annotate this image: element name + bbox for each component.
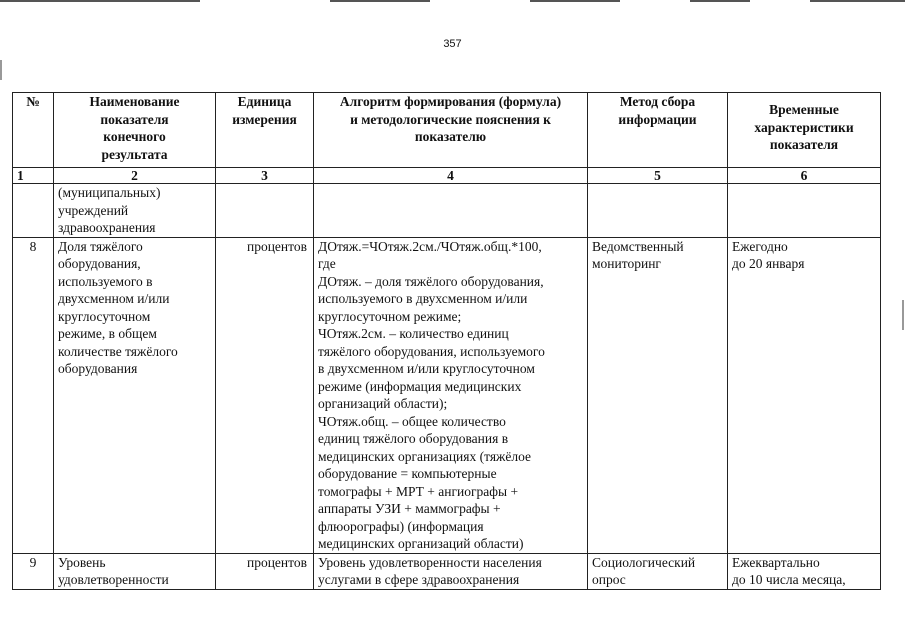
header-row — [13, 93, 881, 168]
collection-method: Социологический опрос — [588, 553, 728, 589]
column-number: 3 — [216, 168, 314, 184]
scan-edge-mark — [902, 300, 904, 330]
page-number: 357 — [443, 38, 462, 50]
table-row — [13, 184, 881, 238]
column-number: 2 — [54, 168, 216, 184]
time-characteristics — [728, 184, 881, 238]
indicator-name: (муниципальных) учреждений здравоохранения — [54, 184, 216, 238]
table-row — [13, 553, 881, 589]
collection-method — [588, 184, 728, 238]
table-row — [13, 237, 881, 553]
header-number: № — [13, 93, 54, 168]
scan-edge-line — [690, 0, 750, 2]
header-time-characteristics: Временные характеристики показателя — [728, 93, 881, 168]
column-number: 6 — [728, 168, 881, 184]
unit: процентов — [216, 237, 314, 553]
algorithm: ДОтяж.=ЧОтяж.2см./ЧОтяж.общ.*100, где ДОтяж. – доля тяжёлого оборудования, используемого в двухсменном и/или круглосуточном режиме; ЧОтяж.2см. – количество единиц тяжёлого оборудования, используемого в двухсменном и/или круглосуточном режиме (информация медицинских организаций области); ЧОтяж.общ. – общее количество единиц тяжёлого оборудования в медицинских организациях (тяжёлое оборудование = компьютерные томографы + МРТ + ангиографы + аппараты УЗИ + маммографы + флюорографы) (информация медицинских организаций области) — [314, 237, 588, 553]
scan-edge-line — [530, 0, 620, 2]
header-unit: Единица измерения — [216, 93, 314, 168]
scan-edge-mark — [0, 60, 2, 80]
column-number: 5 — [588, 168, 728, 184]
algorithm — [314, 184, 588, 238]
indicator-table — [12, 92, 881, 590]
row-number: 8 — [13, 237, 54, 553]
unit: процентов — [216, 553, 314, 589]
row-number: 9 — [13, 553, 54, 589]
scan-edge-line — [330, 0, 430, 2]
scan-edge-line — [810, 0, 905, 2]
indicator-name: Уровень удовлетворенности — [54, 553, 216, 589]
header-algorithm: Алгоритм формирования (формула) и методологические пояснения к показателю — [314, 93, 588, 168]
column-number: 1 — [13, 168, 54, 184]
header-indicator-name: Наименование показателя конечного результата — [54, 93, 216, 168]
unit — [216, 184, 314, 238]
column-number: 4 — [314, 168, 588, 184]
collection-method: Ведомственный мониторинг — [588, 237, 728, 553]
scan-edge-line — [0, 0, 200, 2]
time-characteristics: Ежеквартально до 10 числа месяца, — [728, 553, 881, 589]
indicator-name: Доля тяжёлого оборудования, используемого в двухсменном и/или круглосуточном режиме, в общем количестве тяжёлого оборудования — [54, 237, 216, 553]
column-number-row — [13, 168, 881, 184]
algorithm: Уровень удовлетворенности населения услугами в сфере здравоохранения — [314, 553, 588, 589]
time-characteristics: Ежегодно до 20 января — [728, 237, 881, 553]
row-number — [13, 184, 54, 238]
header-collection-method: Метод сбора информации — [588, 93, 728, 168]
